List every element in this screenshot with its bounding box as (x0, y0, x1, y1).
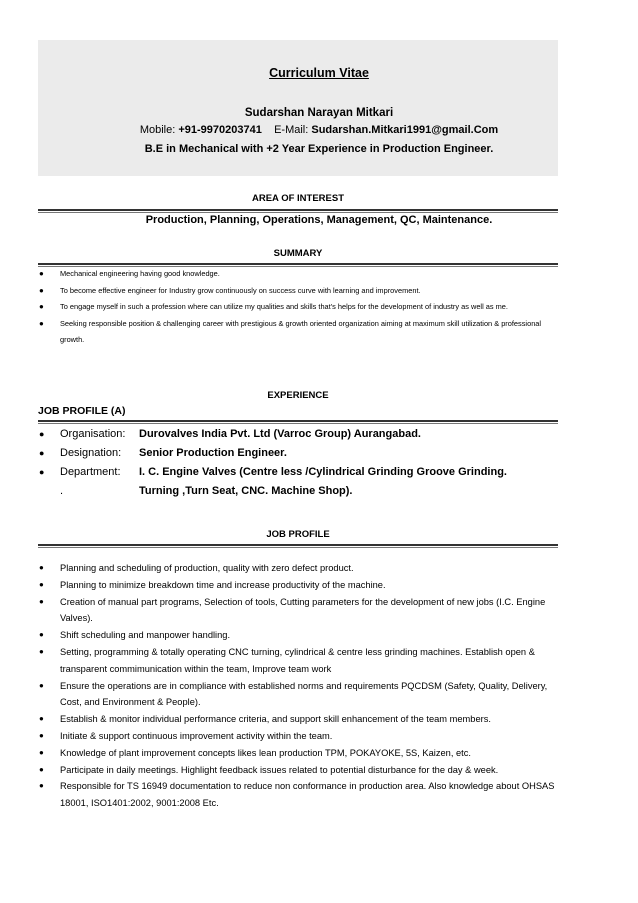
mobile-label: Mobile: (139, 124, 176, 136)
experience-heading: EXPERIENCE (267, 390, 329, 401)
bullet-icon: ● (39, 781, 44, 791)
contact-line (0, 124, 638, 136)
bullet-icon: ● (39, 747, 44, 757)
list-item: ● Knowledge of plant improvement concepts likes lean production TPM, POKAYOKE, 5S, Kaizen, etc. (38, 745, 563, 762)
job-profile-heading: JOB PROFILE (266, 529, 330, 540)
list-item: ● Organisation: Durovalves India Pvt. Ltd (Varroc Group) Aurangabad. (38, 425, 563, 444)
list-item: ● Ensure the operations are in compliance with established norms and requirements PQCDSM (Safety, Quality, Delivery, Cost, and Environment & People). (38, 678, 563, 712)
bullet-icon: ● (39, 563, 44, 572)
list-item: . Turning ,Turn Seat, CNC. Machine Shop). (60, 485, 353, 497)
cv-title: Curriculum Vitae (269, 66, 369, 80)
email-value[interactable]: Sudarshan.Mitkari1991@gmail.Com (311, 124, 499, 136)
divider (38, 544, 558, 546)
list-item: ● Setting, programming & totally operating CNC turning, cylindrical & centre less grinding machines. Establish open & transparent commimunication within the team, Improve team work (38, 644, 563, 678)
bullet-icon: ● (39, 646, 44, 656)
list-item: ● Creation of manual part programs, Selection of tools, Cutting parameters for the development of new jobs (I.C. Engine Valves). (38, 594, 563, 628)
qualification: B.E in Mechanical with +2 Year Experience in Production Engineer. (144, 143, 494, 155)
bullet-icon: ● (39, 579, 44, 589)
divider (38, 420, 558, 422)
list-item: ● Seeking responsible position & challenging career with prestigious & growth oriented organization aiming at maximum skill utilization & professional growth. (38, 316, 563, 349)
bullet-icon: ● (39, 318, 44, 328)
bullet-icon: ● (39, 680, 44, 690)
divider (38, 263, 558, 265)
bullet-icon: ● (39, 467, 45, 477)
area-of-interest-heading: AREA OF INTEREST (251, 193, 344, 204)
bullet-icon: ● (39, 269, 44, 278)
list-item: ● Planning and scheduling of production, quality with zero defect product. (38, 560, 563, 577)
bullet-icon: ● (39, 630, 44, 640)
list-item: ● Participate in daily meetings. Highlight feedback issues related to potential disturbance for the day & week. (38, 762, 563, 779)
bullet-icon: ● (39, 448, 45, 458)
list-item: ● Initiate & support continuous improvement activity within the team. (38, 728, 563, 745)
list-item: ● Designation: Senior Production Engineer. (38, 444, 563, 463)
area-of-interest-text: Production, Planning, Operations, Management, QC, Maintenance. (145, 214, 493, 226)
list-item: ● To become effective engineer for Industry grow continuously on success curve with learning and improvement. (38, 283, 563, 300)
list-item: ● Department: I. C. Engine Valves (Centre less /Cylindrical Grinding Groove Grinding. (38, 463, 563, 482)
bullet-icon: ● (39, 285, 44, 295)
divider (38, 209, 558, 211)
bullet-icon: ● (39, 596, 44, 606)
list-item: ● Mechanical engineering having good knowledge. (38, 266, 563, 283)
list-item: ● Planning to minimize breakdown time and increase productivity of the machine. (38, 577, 563, 594)
summary-heading: SUMMARY (273, 248, 323, 259)
list-item: ● Shift scheduling and manpower handling. (38, 627, 563, 644)
email-label: E-Mail: (274, 124, 309, 136)
list-item: ● Establish & monitor individual performance criteria, and support skill enhancement of the team members. (38, 711, 563, 728)
mobile-value: +91-9970203741 (178, 124, 262, 136)
bullet-icon: ● (39, 730, 44, 740)
job-profile-list (38, 560, 563, 812)
list-item: ● To engage myself in such a profession where can utilize my qualities and skills that's helps for the development of industry as well as me. (38, 299, 563, 316)
candidate-name: Sudarshan Narayan Mitkari (244, 107, 394, 119)
list-item: ● Responsible for TS 16949 documentation to reduce non conformance in production area. Also knowledge about OHSAS 18001, ISO1401:2002, 9001:2008 Etc. (38, 778, 563, 812)
job-profile-a-heading: JOB PROFILE (A) (38, 405, 126, 417)
bullet-icon: ● (39, 302, 44, 311)
summary-list (38, 266, 563, 349)
experience-list (38, 425, 563, 501)
bullet-icon: ● (39, 714, 44, 724)
bullet-icon: ● (39, 764, 44, 774)
bullet-icon: ● (39, 429, 45, 439)
